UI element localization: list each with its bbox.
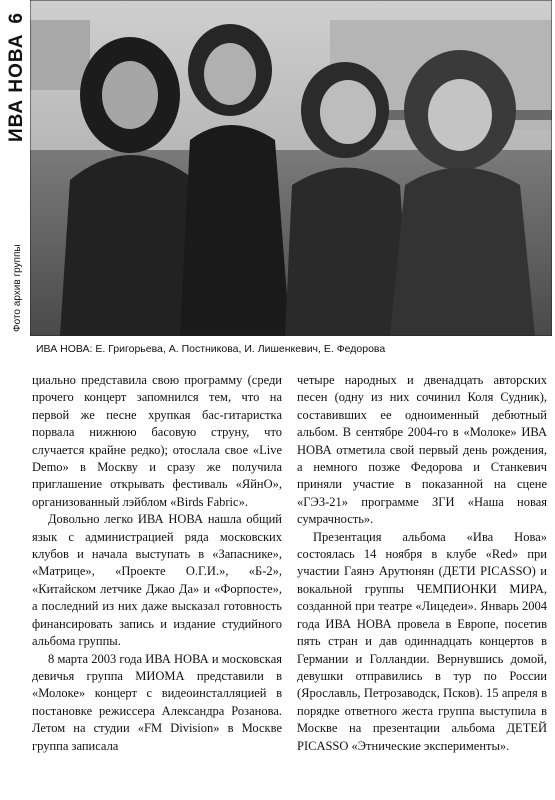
paragraph: Презентация альбома «Ива Нова» состоялась 14 ноября в клубе «Red» при участии Гаянэ Арутюнян (ДЕТИ PICASSO) и вокальной группы ЧЕМПИОНКИ МИРА, созданной при театре «Лицедеи». Январь 2004 года ИВА НОВА провела в Европе, посетив пять стран и дав одиннадцать концертов в Германии и Голландии. Вернувшись домой, девушки отправились в тур по России (Ярославль, Петрозаводск, Псков). 15 апреля в порядке ответного жеста группа выступила в Москве на презентации альбома ДЕТЕЙ PICASSO «Этнические эксперименты».	[297, 529, 547, 753]
band-photo	[30, 0, 552, 336]
paragraph: циально представила свою программу (среди прочего концерт запомнился тем, что на первой же песне хрупкая бас-гитаристка порвала нижнюю басовую струну, что случается крайне редко); отослала свое «Live Demo» в Москву и сразу же получила приглашение открывать фестиваль «ЯйнО», организованный лэйблом «Birds Fabric».	[32, 373, 282, 509]
photo-credit	[12, 172, 26, 332]
paragraph: четыре народных и двенадцать авторских песен (одну из них сочинил Коля Судник), составивших ее одноименный дебютный альбом. В сентябре 2004-го в «Молоке» ИВА НОВА отметила свой первый день рождения, а немного позже Федорова и Станкевич приняли участие в показанной на сцене «ГЭЗ-21» программе ЗГИ «Наша новая сумрачность».	[297, 373, 547, 527]
article-column-right	[297, 372, 547, 800]
section-title: ИВА НОВА	[6, 33, 27, 142]
photo-caption: ИВА НОВА: Е. Григорьева, А. Постникова, И. Лишенкевич, Е. Федорова	[36, 343, 386, 355]
page-number: 6	[6, 11, 27, 24]
paragraph: Довольно легко ИВА НОВА нашла общий язык с администрацией ряда московских клубов и начала выступать в «Запаснике», «Матрице», «Проекте О.Г.И.», «Б-2», «Китайском летчике Джао Да» и «Форпосте», а последний из них даже высказал готовность финансировать запись и издание студийного альбома группы.	[32, 512, 282, 649]
photo-credit-text: Фото архив группы	[12, 244, 23, 332]
band-photo-image	[30, 0, 552, 336]
article-column-left	[32, 372, 282, 800]
paragraph: 8 марта 2003 года ИВА НОВА и московская девичья группа МИОМА представили в «Молоке» концерт с видеоинсталляцией в постановке режиссера Александра Розанова. Летом на студии «FM Division» в Москве группа записала	[32, 651, 282, 753]
